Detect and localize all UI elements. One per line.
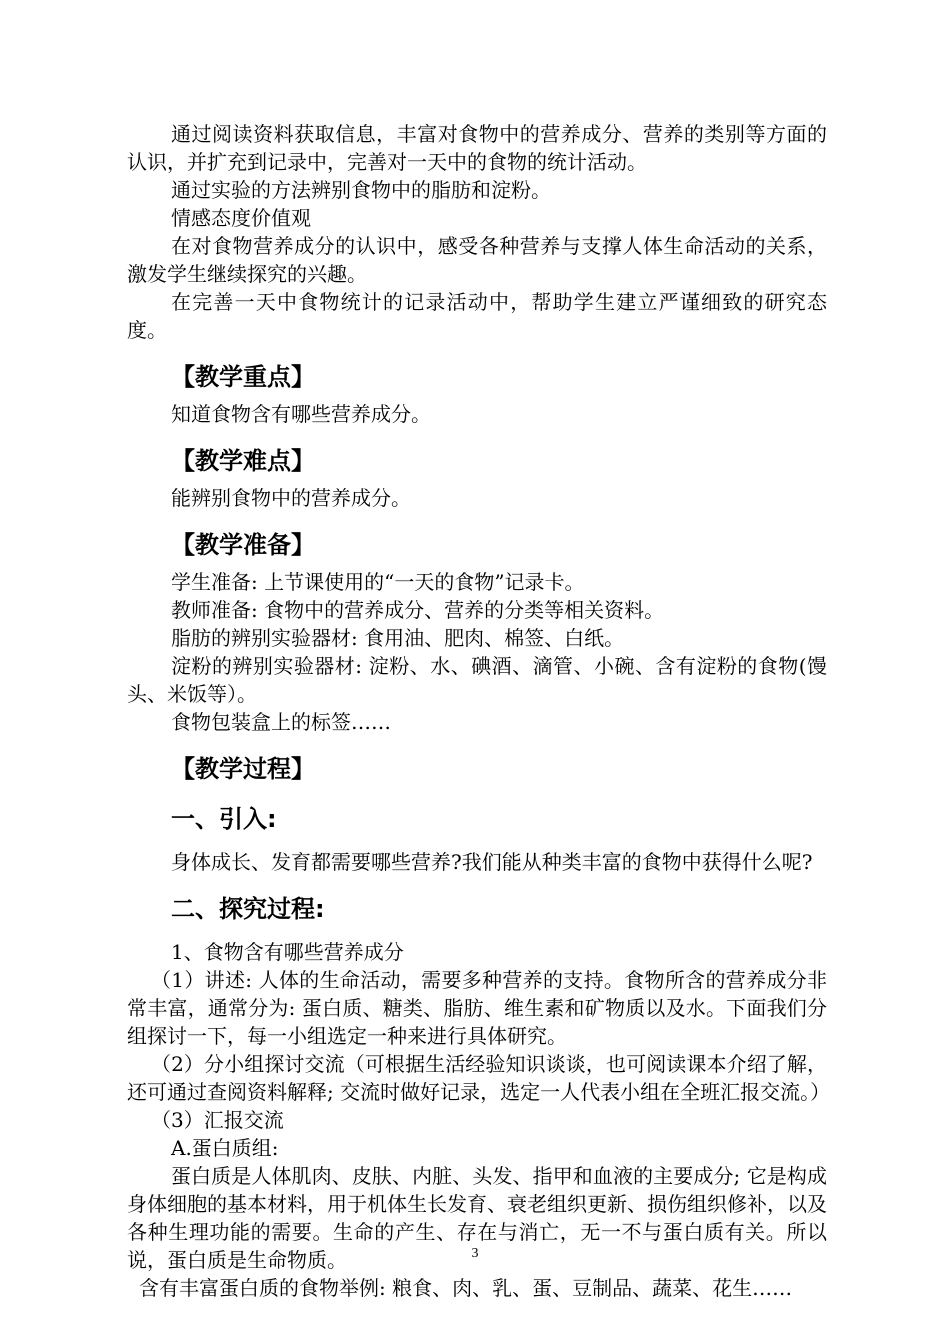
explore-step: （1）讲述: 人体的生命活动，需要多种营养的支持。食物所含的营养成分非常丰富，通常分为: 蛋白质、糖类、脂肪、维生素和矿物质以及水。下面我们分组探讨一下，每一小组选定一种来进行具体研究。 xyxy=(127,968,827,1048)
page-number: 3 xyxy=(471,1246,479,1261)
key-points-text: 知道食物含有哪些营养成分。 xyxy=(171,402,431,426)
intro-text: 身体成长、发育都需要哪些营养?我们能从种类丰富的食物中获得什么呢? xyxy=(171,850,813,874)
page-content xyxy=(127,120,831,1302)
heading-preparation: 【教学准备】 xyxy=(171,531,315,559)
protein-text: 蛋白质是人体肌肉、皮肤、内脏、头发、指甲和血液的主要成分; 它是构成身体细胞的基本材料，用于机体生长发育、衰老组织更新、损伤组织修补，以及各种生理功能的需要。生命的产生、存在与消亡，无一不与蛋白质有关。所以说，蛋白质是生命物质。 xyxy=(127,1164,827,1272)
prep-student: 学生准备: 上节课使用的“一天的食物”记录卡。 xyxy=(171,570,585,594)
protein-foods: 含有丰富蛋白质的食物举例: 粮食、肉、乳、蛋、豆制品、蔬菜、花生…… xyxy=(139,1276,793,1300)
prep-starch: 淀粉的辨别实验器材: 淀粉、水、碘酒、滴管、小碗、含有淀粉的食物(馒头、米饭等）。 xyxy=(127,654,827,706)
prep-fat: 脂肪的辨别实验器材: 食用油、肥肉、棉签、白纸。 xyxy=(171,626,625,650)
paragraph: 通过实验的方法辨别食物中的脂肪和淀粉。 xyxy=(171,178,551,202)
section-intro-title: 一、引入: xyxy=(171,805,277,833)
explore-step: （3）汇报交流 xyxy=(151,1108,284,1132)
paragraph: 在完善一天中食物统计的记录活动中，帮助学生建立严谨细致的研究态度。 xyxy=(127,290,827,342)
heading-difficulties: 【教学难点】 xyxy=(171,447,315,475)
section-explore-title: 二、探究过程: xyxy=(171,895,325,923)
paragraph: 情感态度价值观 xyxy=(171,206,311,230)
explore-item: 1、食物含有哪些营养成分 xyxy=(171,940,404,964)
paragraph: 在对食物营养成分的认识中，感受各种营养与支撑人体生命活动的关系，激发学生继续探究的兴趣。 xyxy=(127,234,827,286)
explore-step: （2）分小组探讨交流（可根据生活经验知识谈谈，也可阅读课本介绍了解，还可通过查阅资料解释; 交流时做好记录，选定一人代表小组在全班汇报交流。） xyxy=(127,1052,831,1104)
heading-process: 【教学过程】 xyxy=(171,755,315,783)
prep-label: 食物包装盒上的标签…… xyxy=(171,710,391,734)
prep-teacher: 教师准备: 食物中的营养成分、营养的分类等相关资料。 xyxy=(171,598,665,622)
difficulties-text: 能辨别食物中的营养成分。 xyxy=(171,486,411,510)
heading-key-points: 【教学重点】 xyxy=(171,363,315,391)
group-a-title: A.蛋白质组: xyxy=(171,1136,279,1160)
paragraph: 通过阅读资料获取信息，丰富对食物中的营养成分、营养的类别等方面的认识，并扩充到记录中，完善对一天中的食物的统计活动。 xyxy=(127,122,827,174)
